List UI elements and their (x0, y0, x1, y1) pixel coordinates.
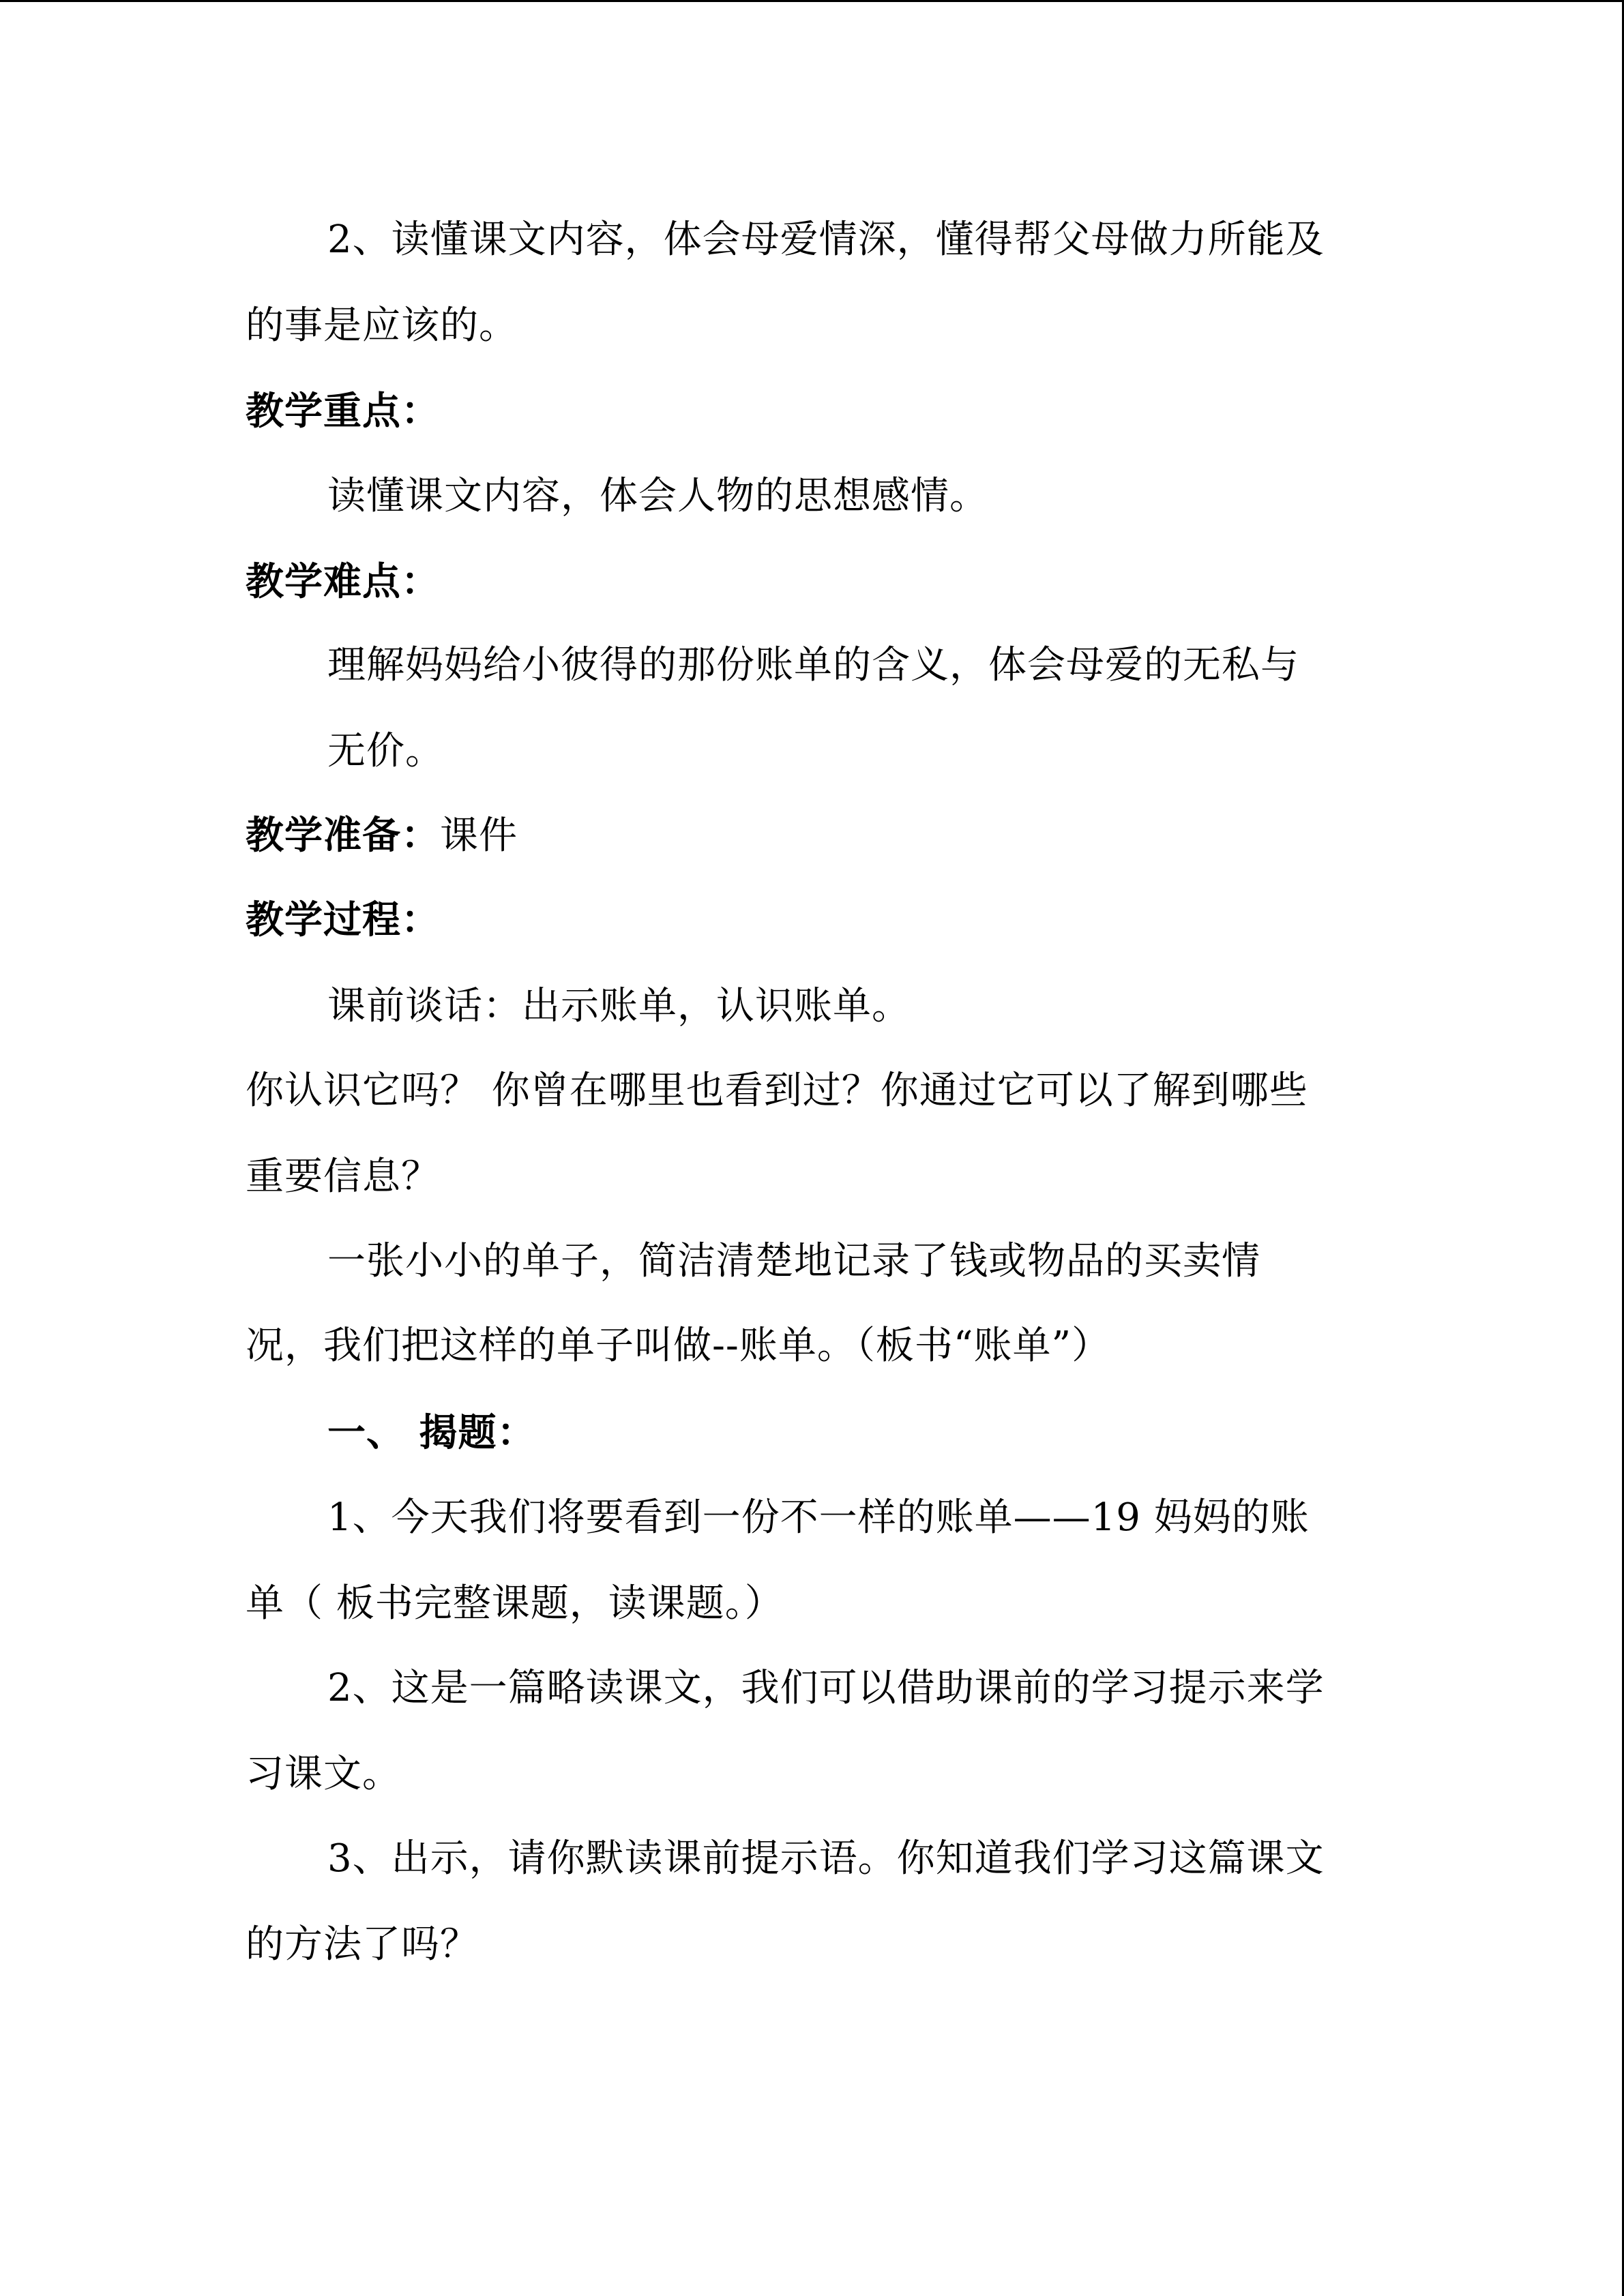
item-1-line-1: 1、今天我们将要看到一份不一样的账单——19 妈妈的账 (327, 1495, 1310, 1540)
preparation-text: 课件 (440, 814, 518, 858)
question-line-2: 重要信息？ (246, 1154, 440, 1199)
objective-2-line-2: 的事是应该的。 (246, 303, 518, 348)
item-3-line-1: 3、出示，请你默读课前提示语。你知道我们学习这篇课文 (327, 1836, 1325, 1881)
explain-line-1: 一张小小的单子，简洁清楚地记录了钱或物品的买卖情 (327, 1239, 1260, 1283)
page-top-border (0, 0, 1624, 2)
preparation-heading: 教学准备： (246, 814, 440, 858)
item-3-line-2: 的方法了吗？ (246, 1922, 479, 1967)
key-point-heading: 教学重点： (246, 389, 440, 434)
difficulty-line-1: 理解妈妈给小彼得的那份账单的含义，体会母爱的无私与 (327, 643, 1299, 687)
process-heading: 教学过程： (246, 898, 440, 942)
explain-line-2: 况，我们把这样的单子叫做--账单。（板书“账单”） (246, 1324, 1111, 1368)
item-1-line-2: 单（ 板书完整课题，读课题。） (246, 1581, 784, 1626)
item-2-line-1: 2、这是一篇略读课文，我们可以借助课前的学习提示来学 (327, 1666, 1325, 1710)
section-1-title: 一、 揭题： (327, 1411, 536, 1455)
difficulty-heading: 教学难点： (246, 560, 440, 604)
objective-2-line-1: 2、读懂课文内容，体会母爱情深，懂得帮父母做力所能及 (327, 218, 1325, 262)
question-line-1: 你认识它吗？ 你曾在哪里也看到过？你通过它可以了解到哪些 (246, 1069, 1308, 1113)
item-2-line-2: 习课文。 (246, 1752, 401, 1796)
preparation-row (246, 811, 518, 861)
difficulty-line-2: 无价。 (327, 729, 444, 773)
pre-class-talk: 课前谈话：出示账单，认识账单。 (327, 984, 911, 1028)
key-point-text: 读懂课文内容，体会人物的思想感情。 (327, 474, 988, 518)
